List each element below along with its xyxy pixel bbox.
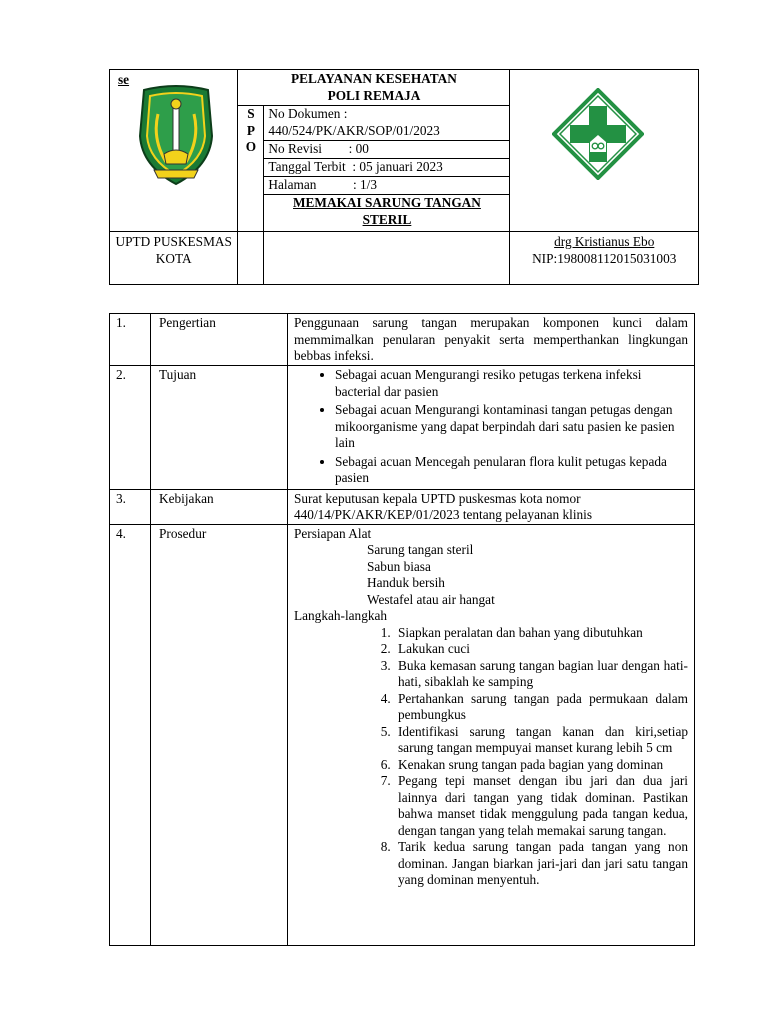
signatory-nip: NIP:198008112015031003 — [532, 250, 677, 266]
health-logo-cell — [510, 70, 699, 232]
list-item: 5. Identifikasi sarung tangan kanan dan kiri,setiap sarung tangan mempuyai manset kurang lebih 5 cm — [394, 724, 688, 757]
section-title: Pengertian — [151, 314, 288, 366]
org-name: UPTD PUSKESMAS KOTA — [110, 232, 238, 285]
section-title: Kebijakan — [151, 489, 288, 524]
list-item: 1. Siapkan peralatan dan bahan yang dibutuhkan — [394, 625, 688, 642]
list-item: 2. Lakukan cuci — [394, 641, 688, 658]
document-meta — [264, 106, 510, 232]
steps-list — [294, 625, 688, 889]
signature-spacer — [238, 232, 510, 285]
list-item: 3. Buka kemasan sarung tangan bagian luar dengan hati-hati, sibaklah ke samping — [394, 658, 688, 691]
tools-heading: Persiapan Alat — [294, 525, 372, 541]
section-number: 1. — [110, 314, 151, 366]
list-item: 6. Kenakan srung tangan pada bagian yang dominan — [394, 757, 688, 774]
list-item: • Sebagai acuan Mencegah penularan flora kulit petugas kepada pasien — [335, 454, 688, 487]
steps-heading: Langkah-langkah — [294, 608, 388, 623]
section-text: Penggunaan sarung tangan merupakan komponen kunci dalam memmimalkan penularan penyakit serta memperthankan lingkungan bebbas infeksi. — [288, 314, 695, 366]
list-item: 4. Pertahankan sarung tangan pada permukaan dalam pembungkus — [394, 691, 688, 724]
signatory-name: drg Kristianus Ebo — [554, 234, 655, 249]
list-item: Handuk bersih — [367, 575, 445, 590]
corner-mark: se — [118, 72, 130, 87]
regional-emblem-icon — [136, 84, 216, 188]
section-number: 4. — [110, 524, 151, 945]
puskesmas-logo-icon — [552, 88, 644, 180]
list-item: 8. Tarik kedua sarung tangan pada tangan yang non dominan. Jangan biarkan jari-jari dan jari satu tangan yang dominan menyentuh. — [394, 839, 688, 889]
section-kebijakan — [110, 489, 695, 524]
sop-content-table — [109, 313, 695, 946]
section-tujuan — [110, 366, 695, 490]
signatory — [510, 232, 699, 285]
document-info-cell — [238, 70, 510, 232]
issue-date: Tanggal Terbit : 05 januari 2023 — [264, 159, 509, 177]
sop-title: MEMAKAI SARUNG TANGAN STERIL — [293, 195, 481, 227]
service-title: PELAYANAN KESEHATAN POLI REMAJA — [238, 70, 509, 106]
list-item: 7. Pegang tepi manset dengan ibu jari dan dua jari lainnya dari tangan yang tidak dominan. Pastikan bahwa manset tidak menggulung pada tangan kedua, dengan tangan yang telah memakai sarung tangan. — [394, 773, 688, 839]
list-item: Sabun biasa — [367, 558, 431, 574]
list-item: • Sebagai acuan Mengurangi resiko petugas terkena infeksi bacterial dar pasien — [335, 367, 688, 400]
sop-header-table — [109, 69, 699, 285]
list-item: • Sebagai acuan Mengurangi kontaminasi tangan petugas dengan mikoorganisme yang dapat berpindah dari satu pasien ke pasien lain — [335, 402, 688, 452]
section-title: Prosedur — [151, 524, 288, 945]
list-item: Sarung tangan steril — [367, 542, 474, 557]
tools-list — [294, 542, 688, 608]
section-number: 3. — [110, 489, 151, 524]
regional-logo-cell — [110, 70, 238, 232]
doc-number: No Dokumen : 440/524/PK/AKR/SOP/01/2023 — [264, 106, 509, 141]
procedure-content — [288, 524, 695, 945]
section-prosedur — [110, 524, 695, 945]
page-info: Halaman : 1/3 — [264, 177, 509, 195]
list-item: Westafel atau air hangat — [367, 591, 495, 607]
section-title: Tujuan — [151, 366, 288, 490]
section-bullets — [288, 366, 695, 490]
section-text: Surat keputusan kepala UPTD puskesmas kota nomor 440/14/PK/AKR/KEP/01/2023 tentang pelayanan klinis — [288, 489, 695, 524]
revision-number: No Revisi : 00 — [264, 141, 509, 159]
section-pengertian — [110, 314, 695, 366]
section-number: 2. — [110, 366, 151, 490]
spo-label: S P O — [238, 106, 264, 232]
